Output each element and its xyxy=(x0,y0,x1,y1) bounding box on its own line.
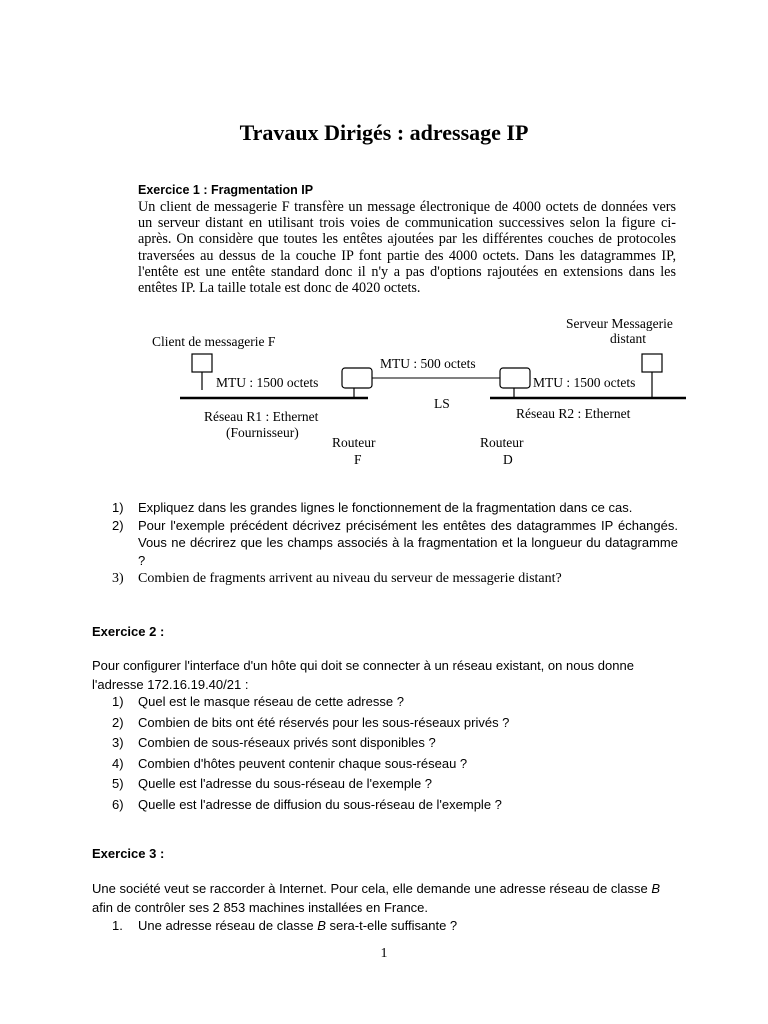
list-item: 3) Combien de sous-réseaux privés sont disponibles ? xyxy=(112,735,436,750)
router-f-label: Routeur xyxy=(332,435,376,450)
list-item: 2) Combien de bits ont été réservés pour les sous-réseaux privés ? xyxy=(112,714,510,730)
router-f-letter: F xyxy=(354,452,362,467)
mtu-middle-label: MTU : 500 octets xyxy=(380,356,476,371)
list-item: 3) Combien de fragments arrivent au niveau du serveur de messagerie distant? xyxy=(112,571,562,586)
mtu-left-label: MTU : 1500 octets xyxy=(216,375,319,390)
client-computer-icon xyxy=(192,354,212,372)
mtu-right-label: MTU : 1500 octets xyxy=(533,375,636,390)
list-item: 1) Quel est le masque réseau de cette adresse ? xyxy=(112,694,404,709)
list-item: 2) Pour l'exemple précédent décrivez précisément les entêtes des datagrammes IP échangés. Vous ne décrirez que les champs associés à la fragmentation et la longueur du datagramme ? xyxy=(112,517,678,568)
server-sublabel: distant xyxy=(610,331,646,346)
list-item: 1) Expliquez dans les grandes lignes le fonctionnement de la fragmentation dans ce cas. xyxy=(112,500,633,515)
exercise-3-questions xyxy=(112,916,672,937)
list-item: 4) Combien d'hôtes peuvent contenir chaque sous-réseau ? xyxy=(112,755,468,771)
exercise-2-heading: Exercice 2 : xyxy=(92,624,165,639)
exercise-1-heading: Exercice 1 : Fragmentation IP xyxy=(138,183,314,197)
exercise-1-questions xyxy=(112,499,678,587)
exercise-2-paragraph: Pour configurer l'interface d'un hôte qui doit se connecter à un réseau existant, on nous donne l'adresse 172.16.19.40/21 : xyxy=(92,658,634,692)
page-number: 1 xyxy=(380,946,388,961)
ls-label: LS xyxy=(434,396,450,411)
exercise-3-paragraph: Une société veut se raccorder à Internet. Pour cela, elle demande une adresse réseau de classe B afin de contrôler ses 2 853 machines installées en France. xyxy=(92,881,660,915)
server-label: Serveur Messagerie xyxy=(566,316,673,331)
router-f-icon xyxy=(342,368,372,388)
network-diagram xyxy=(140,310,700,475)
router-d-icon xyxy=(500,368,530,388)
router-d-label: Routeur xyxy=(480,435,524,450)
page-title: Travaux Dirigés : adressage IP xyxy=(239,120,529,145)
exercise-3-heading: Exercice 3 : xyxy=(92,846,165,861)
network-r1-sublabel: (Fournisseur) xyxy=(226,425,299,440)
list-item: 6) Quelle est l'adresse de diffusion du sous-réseau de l'exemple ? xyxy=(112,796,502,812)
exercise-2-questions xyxy=(112,692,672,815)
exercise-1-paragraph: Un client de messagerie F transfère un message électronique de 4000 octets de données vers un serveur distant en utilisant trois voies de communication successives selon la figure ci-après. On considère que toutes les entêtes ajoutées par les différentes couches de protocoles traversées au dessus de la couche IP font partie des 4000 octets. Dans les datagrammes IP, l'entête est une entête standard donc il n'y a pas d'options rajoutées en extensions dans les entêtes IP. La taille totale est donc de 4020 octets. xyxy=(138,199,676,297)
list-item: 1. Une adresse réseau de classe B sera-t-elle suffisante ? xyxy=(112,918,458,933)
router-d-letter: D xyxy=(503,452,513,467)
network-r2-label: Réseau R2 : Ethernet xyxy=(516,406,631,421)
server-computer-icon xyxy=(642,354,662,372)
client-label: Client de messagerie F xyxy=(152,334,276,349)
list-item: 5) Quelle est l'adresse du sous-réseau de l'exemple ? xyxy=(112,776,433,791)
network-r1-label: Réseau R1 : Ethernet xyxy=(204,409,319,424)
